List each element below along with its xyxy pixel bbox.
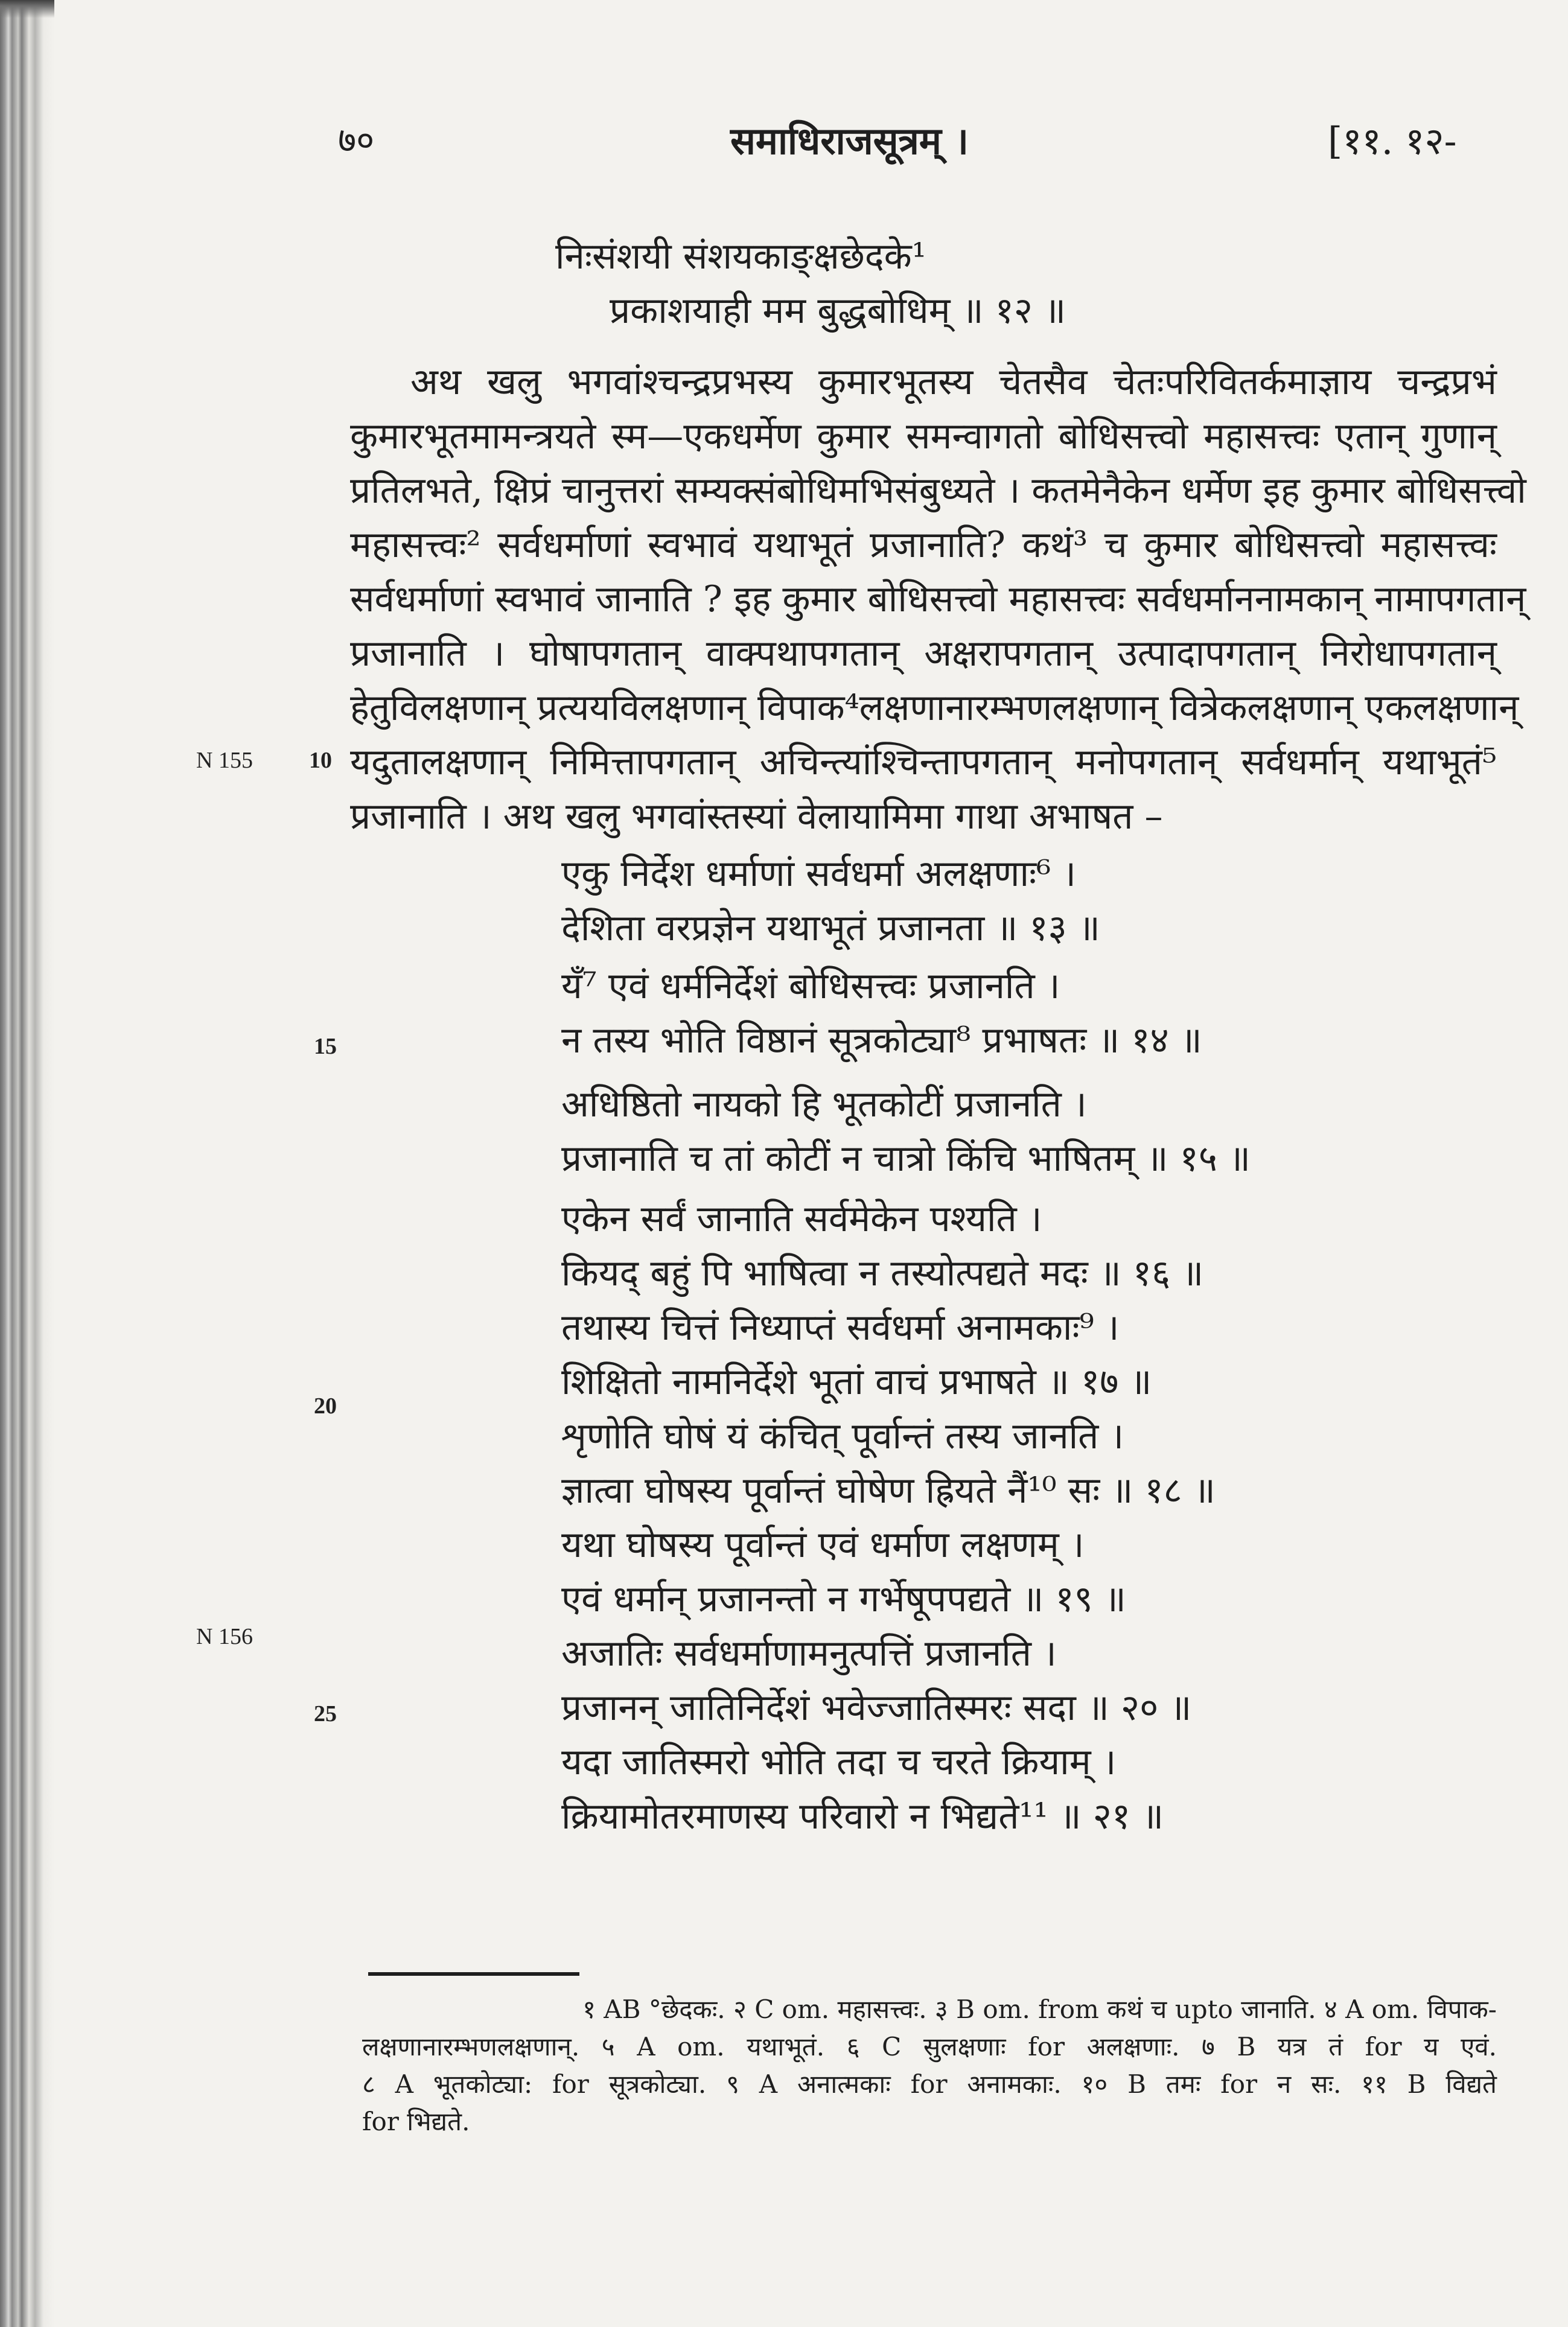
verse-line: प्रकाशयाही मम बुद्धबोधिम् ॥ १२ ॥	[610, 290, 1066, 332]
verse-line: अधिष्ठितो नायको हि भूतकोटीं प्रजानति ।	[561, 1083, 1087, 1125]
margin-line-number: 20	[314, 1393, 337, 1419]
margin-line-number: 15	[314, 1034, 337, 1059]
verse-line: यदा जातिस्मरो भोति तदा च चरते क्रियाम् ।	[561, 1741, 1117, 1783]
prose-line: महासत्त्वः² सर्वधर्माणां स्वभावं यथाभूतं प्रजानाति? कथं³ च कुमार बोधिसत्त्वो महासत्त्वः	[350, 524, 1497, 566]
verse-line: शिक्षितो नामनिर्देशे भूतां वाचं प्रभाषते ॥ १७ ॥	[561, 1361, 1152, 1403]
verse-line: एकु निर्देश धर्माणां सर्वधर्मा अलक्षणाः⁶ ।	[561, 853, 1076, 895]
verse-line: यँ⁷ एवं धर्मनिर्देशं बोधिसत्त्वः प्रजानति ।	[561, 965, 1060, 1007]
footnote-rule	[368, 1972, 579, 1976]
prose-line: प्रतिलभते, क्षिप्रं चानुत्तरां सम्यक्संबोधिमभिसंबुध्यते । कतमेनैकेन धर्मेण इह कुमार बोधिसत्त्वो	[350, 470, 1526, 512]
verse-line: प्रजानन् जातिनिर्देशं भवेज्जातिस्मरः सदा ॥ २० ॥	[561, 1687, 1192, 1729]
prose-line: कुमारभूतमामन्त्रयते स्म—एकधर्मेण कुमार समन्वागतो बोधिसत्त्वो महासत्त्वः एतान् गुणान्	[350, 415, 1497, 457]
footnote-line: लक्षणानारम्भणलक्षणान्. ५ A om. यथाभूतं. ६ C सुलक्षणाः for अलक्षणाः. ७ B यत्र तं for य एवं.	[362, 2032, 1497, 2061]
verse-line: शृणोति घोषं यं कंचित् पूर्वान्तं तस्य जानति ।	[561, 1415, 1124, 1457]
margin-line-number: 10	[309, 748, 332, 773]
margin-line-number: 25	[314, 1701, 337, 1727]
verse-line: ज्ञात्वा घोषस्य पूर्वान्तं घोषेण ह्रियते नैं¹⁰ सः ॥ १८ ॥	[561, 1469, 1216, 1512]
verse-line: एकेन सर्वं जानाति सर्वमेकेन पश्यति ।	[561, 1198, 1042, 1240]
running-header	[0, 115, 1568, 169]
verse-line: तथास्य चित्तं निध्याप्तं सर्वधर्मा अनामकाः⁹ ।	[561, 1307, 1120, 1349]
prose-line: सर्वधर्माणां स्वभावं जानाति ? इह कुमार बोधिसत्त्वो महासत्त्वः सर्वधर्माननामकान् नामापगतान्	[350, 578, 1526, 620]
verse-line: एवं धर्मान् प्रजानन्तो न गर्भेषूपपद्यते ॥ १९ ॥	[561, 1578, 1126, 1620]
section-range: [११. १२-	[1328, 119, 1457, 163]
prose-line: हेतुविलक्षणान् प्रत्ययविलक्षणान् विपाक⁴लक्षणानारम्भणलक्षणान् वित्रेकलक्षणान् एकलक्षणान्	[350, 687, 1519, 729]
footnote-line: ८ A भूतकोट्या: for सूत्रकोट्या. ९ A अनात्मकाः for अनामकाः. १० B तमः for न सः. ११ B विद्यते	[362, 2069, 1497, 2099]
footnote-line: १ AB °छेदकः. २ C om. महासत्त्वः. ३ B om. from कथं च upto जानाति. ४ A om. विपाक-	[582, 1994, 1497, 2024]
margin-reference: N 155	[196, 748, 253, 773]
prose-line: यदुतालक्षणान् निमित्तापगतान् अचिन्त्यांश्चिन्तापगतान् मनोपगतान् सर्वधर्मान् यथाभूतं⁵	[350, 741, 1497, 783]
verse-line: अजातिः सर्वधर्माणामनुत्पत्तिं प्रजानति ।	[561, 1632, 1057, 1675]
verse-line: न तस्य भोति विष्ठानं सूत्रकोट्या⁸ प्रभाषतः ॥ १४ ॥	[561, 1019, 1202, 1062]
margin-reference: N 156	[196, 1624, 253, 1649]
footnote-line: for भिद्यते.	[362, 2107, 470, 2136]
prose-line: प्रजानाति । घोषापगतान् वाक्पथापगतान् अक्षरापगतान् उत्पादापगतान् निरोधापगतान्	[350, 632, 1497, 675]
verse-line: देशिता वरप्रज्ञेन यथाभूतं प्रजानता ॥ १३ ॥	[561, 907, 1100, 949]
prose-line: अथ खलु भगवांश्चन्द्रप्रभस्य कुमारभूतस्य चेतसैव चेतःपरिवितर्कमाज्ञाय चन्द्रप्रभं	[410, 361, 1497, 403]
verse-line: प्रजानाति च तां कोटीं न चात्रो किंचि भाषितम् ॥ १५ ॥	[561, 1138, 1251, 1180]
prose-line: प्रजानाति । अथ खलु भगवांस्तस्यां वेलायामिमा गाथा अभाषत –	[350, 795, 1163, 838]
verse-line: क्रियामोतरमाणस्य परिवारो न भिद्यते¹¹ ॥ २१ ॥	[561, 1795, 1164, 1838]
page-number: ७०	[338, 119, 375, 161]
verse-line: निःसंशयी संशयकाङ्क्षछेदके¹	[555, 235, 926, 278]
page-title: समाधिराजसूत्रम् ।	[730, 119, 969, 163]
verse-line: यथा घोषस्य पूर्वान्तं एवं धर्माण लक्षणम् ।	[561, 1524, 1085, 1566]
verse-line: कियद् बहुं पि भाषित्वा न तस्योत्पद्यते मदः ॥ १६ ॥	[561, 1252, 1204, 1294]
